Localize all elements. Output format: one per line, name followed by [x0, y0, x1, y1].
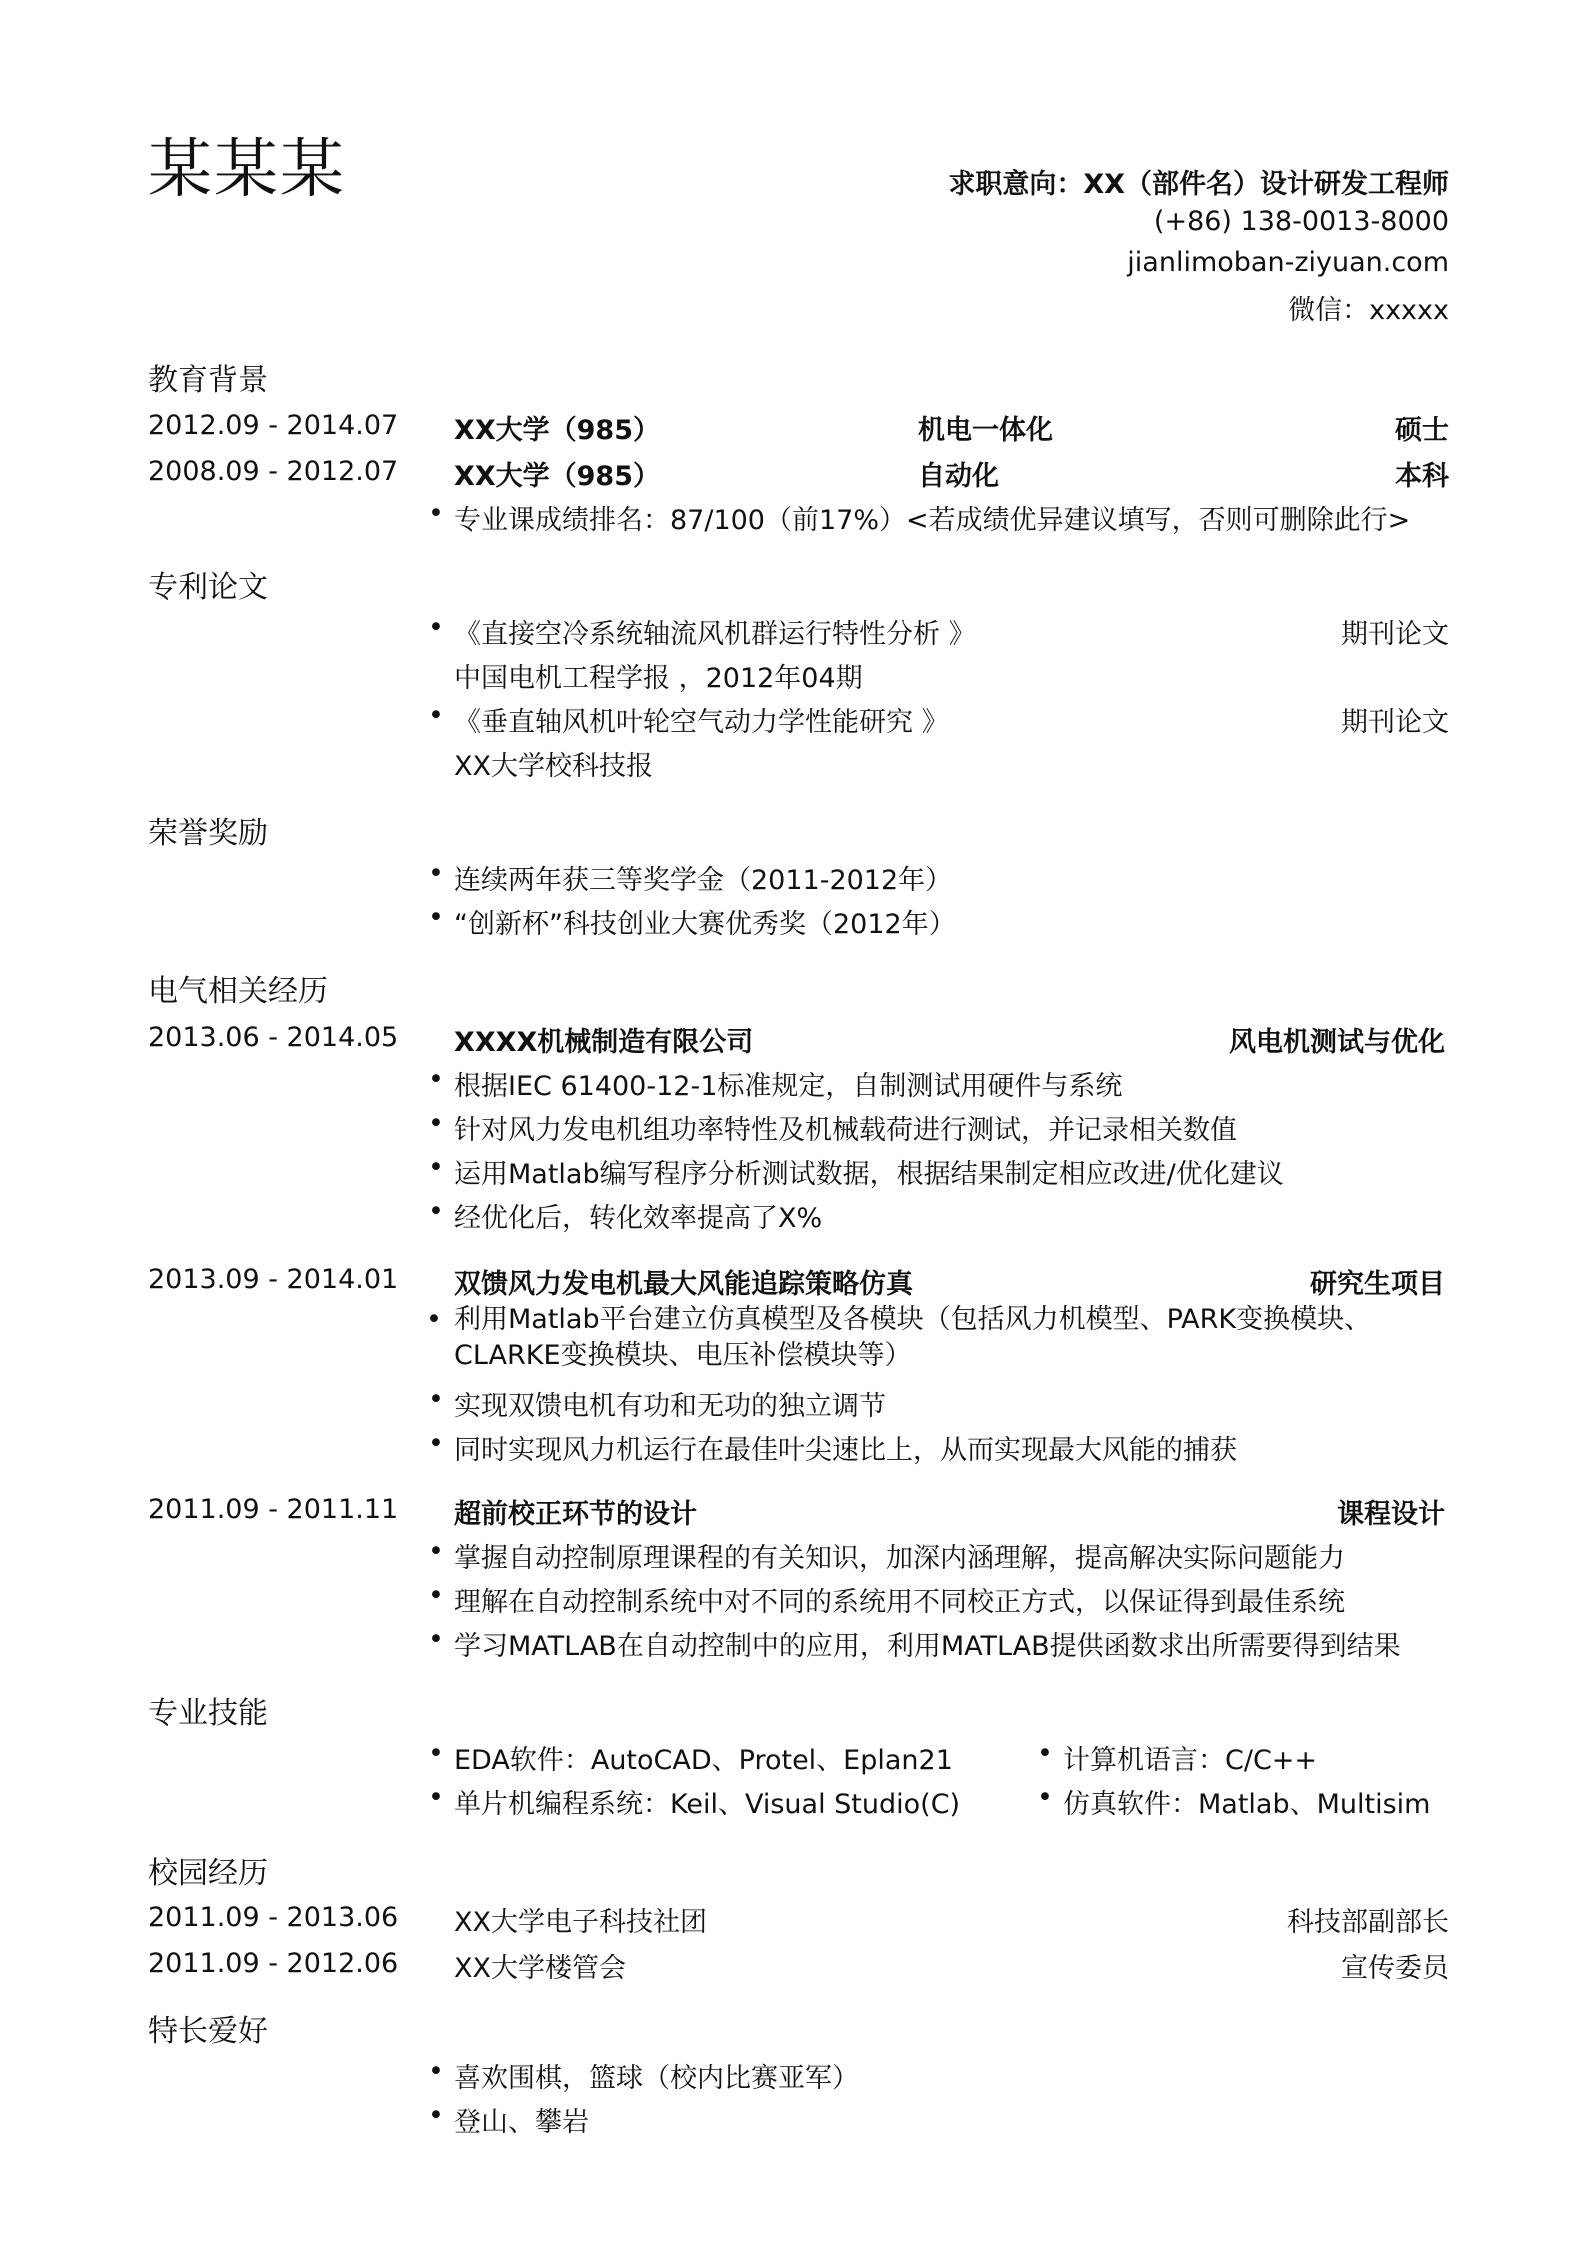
skill-item: • EDA软件：AutoCAD、Protel、Eplan21	[454, 1738, 953, 1777]
experience-role: 研究生项目	[1310, 1269, 1445, 1300]
section-title-experience: 电气相关经历	[148, 974, 328, 1009]
section-title-skills: 专业技能	[148, 1696, 268, 1731]
experience-org: 超前校正环节的设计	[454, 1499, 697, 1530]
experience-date: 2011.09 - 2011.11	[148, 1494, 399, 1525]
experience-bullet: • 掌握自动控制原理课程的有关知识，加深内涵理解，提高解决实际问题能力	[454, 1536, 1345, 1575]
skill-item: • 单片机编程系统：Keil、Visual Studio(C)	[454, 1782, 960, 1821]
experience-bullet: • 针对风力发电机组功率特性及机械载荷进行测试，并记录相关数值	[454, 1108, 1237, 1147]
education-school: XX大学（985）	[454, 415, 660, 446]
candidate-name: 某某某	[148, 133, 346, 207]
experience-date: 2013.09 - 2014.01	[148, 1264, 399, 1295]
job-objective: 求职意向：XX（部件名）设计研发工程师	[948, 169, 1449, 200]
website: jianlimoban-ziyuan.com	[1127, 247, 1449, 278]
campus-date: 2011.09 - 2012.06	[148, 1948, 399, 1979]
experience-role: 风电机测试与优化	[1229, 1027, 1445, 1058]
education-degree: 硕士	[1395, 415, 1449, 446]
experience-bullet: • 同时实现风力机运行在最佳叶尖速比上，从而实现最大风能的捕获	[454, 1428, 1237, 1467]
paper-source: 中国电机工程学报 ，2012年04期	[454, 663, 863, 694]
hobby-item: • 喜欢围棋，篮球（校内比赛亚军）	[454, 2056, 859, 2095]
experience-bullet	[426, 1302, 1449, 1374]
experience-bullet: • 实现双馈电机有功和无功的独立调节	[454, 1384, 886, 1423]
section-title-papers: 专利论文	[148, 570, 268, 605]
campus-org: XX大学电子科技社团	[454, 1907, 707, 1938]
education-date: 2012.09 - 2014.07	[148, 410, 399, 441]
bullet-dot: •	[426, 1304, 442, 1335]
education-major: 机电一体化	[918, 415, 1053, 446]
education-degree: 本科	[1395, 461, 1449, 492]
experience-role: 课程设计	[1337, 1499, 1445, 1530]
campus-date: 2011.09 - 2013.06	[148, 1902, 399, 1933]
paper-title: • 《垂直轴风机叶轮空气动力学性能研究 》	[454, 700, 949, 739]
paper-type: 期刊论文	[1341, 707, 1449, 738]
experience-bullet: • 根据IEC 61400-12-1标准规定，自制测试用硬件与系统	[454, 1064, 1122, 1103]
experience-bullet: • 运用Matlab编写程序分析测试数据，根据结果制定相应改进/优化建议	[454, 1152, 1284, 1191]
honor-item: • 连续两年获三等奖学金（2011-2012年）	[454, 858, 952, 897]
paper-type: 期刊论文	[1341, 619, 1449, 650]
hobby-item: • 登山、攀岩	[454, 2100, 589, 2139]
education-school: XX大学（985）	[454, 461, 660, 492]
education-major: 自动化	[918, 461, 999, 492]
phone-number: (+86) 138-0013-8000	[1153, 206, 1449, 237]
section-title-honors: 荣誉奖励	[148, 816, 268, 851]
skill-item: • 仿真软件：Matlab、Multisim	[1063, 1782, 1430, 1821]
experience-org: XXXX机械制造有限公司	[454, 1027, 754, 1058]
paper-title: • 《直接空冷系统轴流风机群运行特性分析 》	[454, 612, 976, 651]
experience-bullet: • 学习MATLAB在自动控制中的应用，利用MATLAB提供函数求出所需要得到结果	[454, 1624, 1401, 1663]
honor-item: • “创新杯”科技创业大赛优秀奖（2012年）	[454, 902, 956, 941]
section-title-campus: 校园经历	[148, 1856, 268, 1891]
experience-bullet-text: 利用Matlab平台建立仿真模型及各模块（包括风力机模型、PARK变换模块、CLARKE变换模块、电压补偿模块等）	[454, 1304, 1372, 1371]
experience-bullet: • 经优化后，转化效率提高了X%	[454, 1196, 822, 1235]
skill-item: • 计算机语言：C/C++	[1063, 1738, 1317, 1777]
education-date: 2008.09 - 2012.07	[148, 456, 399, 487]
experience-bullet: • 理解在自动控制系统中对不同的系统用不同校正方式，以保证得到最佳系统	[454, 1580, 1345, 1619]
paper-source: XX大学校科技报	[454, 751, 653, 782]
campus-role: 科技部副部长	[1287, 1907, 1449, 1938]
experience-org: 双馈风力发电机最大风能追踪策略仿真	[454, 1269, 913, 1300]
experience-date: 2013.06 - 2014.05	[148, 1022, 399, 1053]
campus-org: XX大学楼管会	[454, 1953, 626, 1984]
education-note: • 专业课成绩排名：87/100（前17%）<若成绩优异建议填写，否则可删除此行>	[454, 498, 1410, 537]
section-title-education: 教育背景	[148, 363, 268, 398]
section-title-hobbies: 特长爱好	[148, 2014, 268, 2049]
wechat: 微信：xxxxx	[1288, 295, 1449, 326]
campus-role: 宣传委员	[1341, 1953, 1449, 1984]
